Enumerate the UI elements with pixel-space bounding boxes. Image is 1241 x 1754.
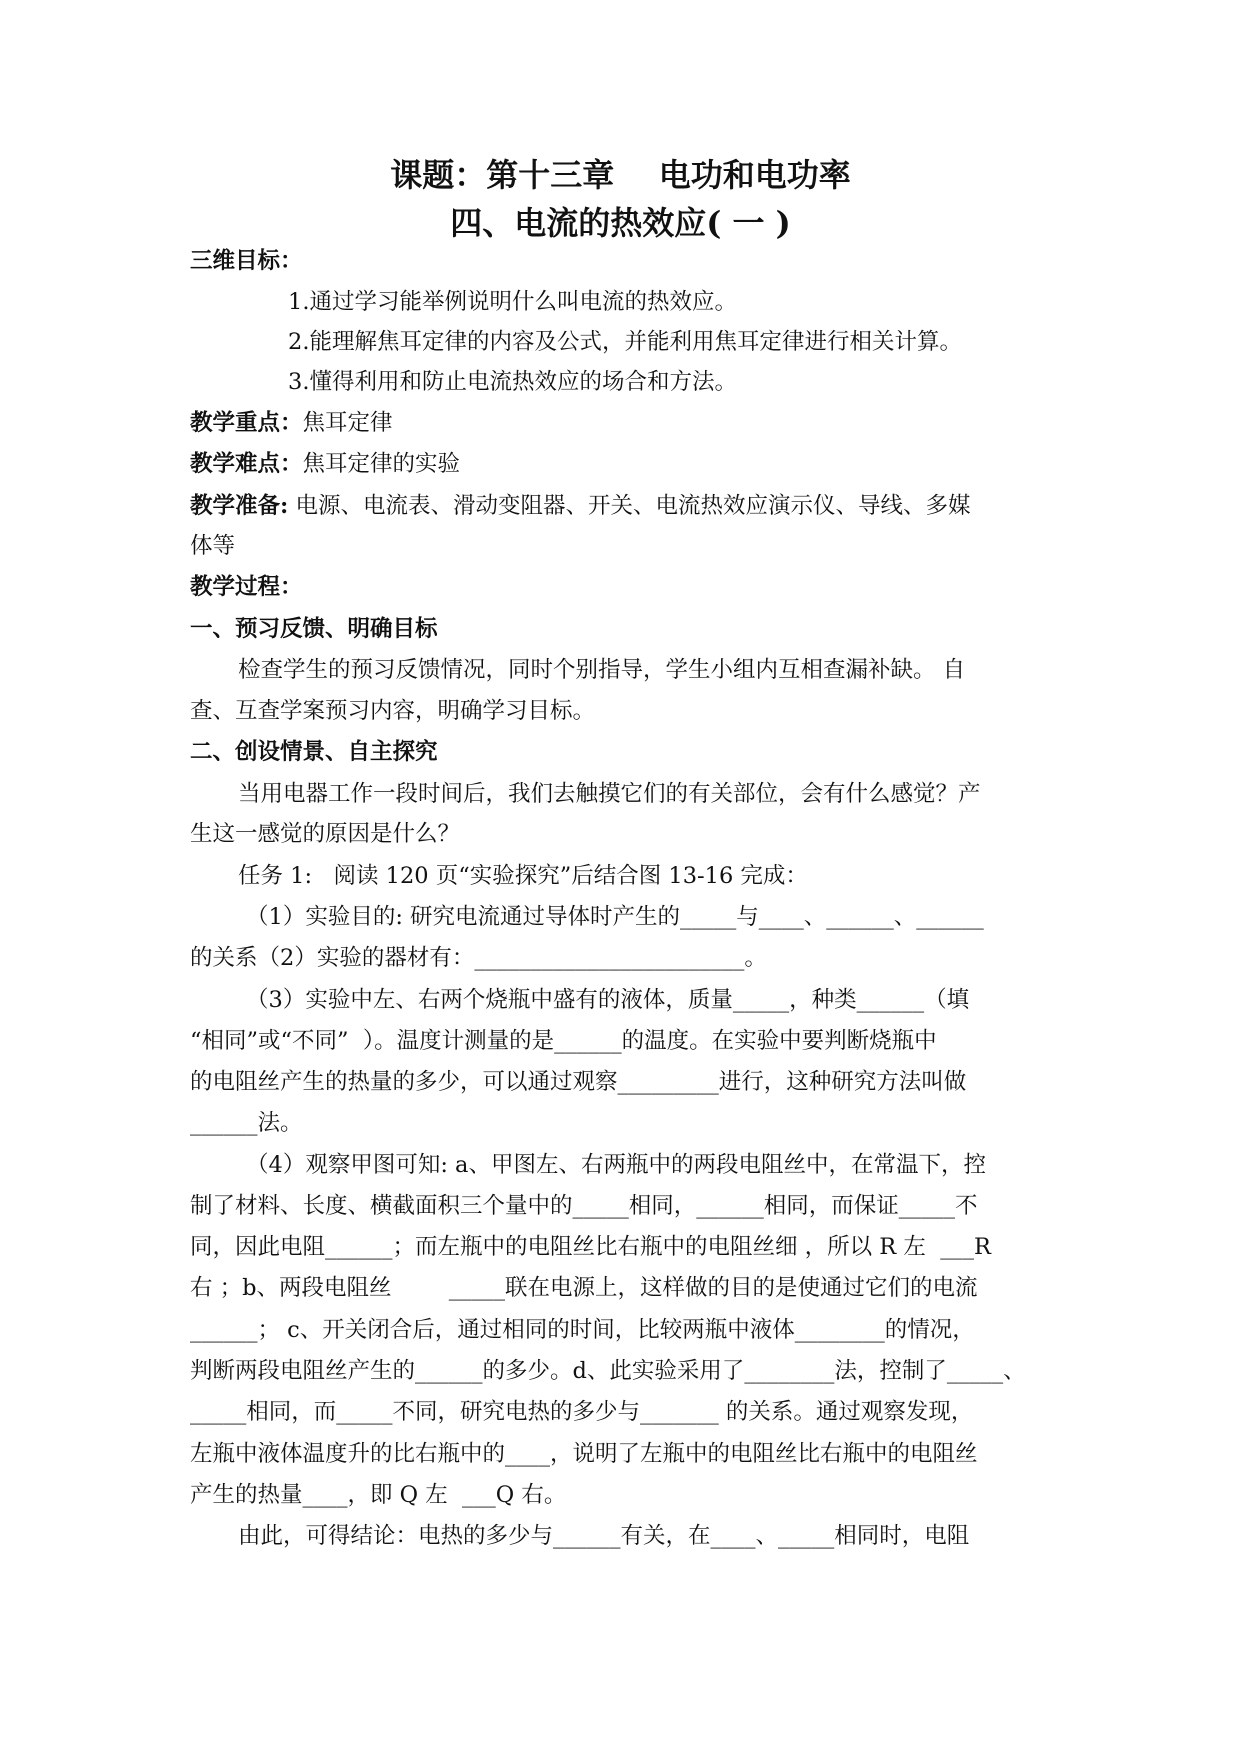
preparation-continued: 体等 bbox=[190, 533, 236, 559]
q4-line-1: （4）观察甲图可知: a、甲图左、右两瓶中的两段电阻丝中，在常温下，控 bbox=[246, 1152, 986, 1178]
q4-line-5: ______； c、开关闭合后，通过相同的时间，比较两瓶中液体________的情况， bbox=[190, 1317, 975, 1343]
q3-line-3: 的电阻丝产生的热量的多少，可以通过观察_________进行，这种研究方法叫做 bbox=[190, 1069, 967, 1095]
objectives-heading: 三维目标： bbox=[190, 248, 303, 274]
lesson-title: 课题：第十三章 电功和电功率 bbox=[390, 156, 851, 194]
conclusion-line: 由此，可得结论：电热的多少与______有关，在____、_____相同时，电阻 bbox=[238, 1523, 970, 1549]
section1-line-2: 查、互查学案预习内容，明确学习目标。 bbox=[190, 698, 596, 724]
section2-intro-1: 当用电器工作一段时间后，我们去触摸它们的有关部位，会有什么感觉？产 bbox=[238, 781, 981, 807]
q3-line-4: ______法。 bbox=[190, 1110, 303, 1136]
preparation-label: 教学准备: bbox=[190, 493, 289, 519]
objective-item-1: 1.通过学习能举例说明什么叫电流的热效应。 bbox=[288, 289, 737, 315]
process-heading: 教学过程： bbox=[190, 574, 303, 600]
section2-heading: 二、创设情景、自主探究 bbox=[190, 739, 438, 765]
key-point-label: 教学重点： bbox=[190, 410, 303, 436]
q4-line-4: 右 ；b、两段电阻丝 _____联在电源上，这样做的目的是使通过它们的电流 bbox=[190, 1275, 978, 1301]
q3-line-1: （3）实验中左、右两个烧瓶中盛有的液体，质量_____，种类______（填 bbox=[246, 987, 970, 1013]
objective-item-3: 3.懂得利用和防止电流热效应的场合和方法。 bbox=[288, 369, 737, 395]
q4-line-8: 左瓶中液体温度升的比右瓶中的____，说明了左瓶中的电阻丝比右瓶中的电阻丝 bbox=[190, 1441, 978, 1467]
objective-item-2: 2.能理解焦耳定律的内容及公式，并能利用焦耳定律进行相关计算。 bbox=[288, 329, 962, 355]
lesson-subtitle: 四、电流的热效应( 一 ) bbox=[450, 204, 791, 242]
difficulty-row bbox=[190, 448, 460, 480]
q4-line-3: 同，因此电阻______；而左瓶中的电阻丝比右瓶中的电阻丝细 ，所以 R 左 ___R bbox=[190, 1234, 991, 1260]
q4-line-9: 产生的热量____，即 Q 左 ___Q 右。 bbox=[190, 1482, 567, 1508]
key-point-text: 焦耳定律 bbox=[302, 410, 393, 436]
section2-intro-2: 生这一感觉的原因是什么？ bbox=[190, 821, 461, 847]
q4-line-6: 判断两段电阻丝产生的______的多少。d、此实验采用了________法，控制了_____、 bbox=[190, 1358, 1026, 1384]
preparation-text: 电源、电流表、滑动变阻器、开关、电流热效应演示仪、导线、多媒 bbox=[288, 493, 971, 519]
q1-line-2: 的关系（2）实验的器材有：________________________。 bbox=[190, 945, 767, 971]
difficulty-text: 焦耳定律的实验 bbox=[302, 451, 461, 477]
key-point-row bbox=[190, 407, 393, 439]
section1-heading: 一、预习反馈、明确目标 bbox=[190, 616, 438, 642]
q4-line-7: _____相同，而_____不同，研究电热的多少与_______ 的关系。通过观察发现， bbox=[190, 1399, 974, 1425]
difficulty-label: 教学难点： bbox=[190, 451, 303, 477]
task1-line: 任务 1: 阅读 120 页“实验探究”后结合图 13-16 完成： bbox=[238, 863, 808, 889]
q1-line-1: （1）实验目的: 研究电流通过导体时产生的_____与____、______、______ bbox=[246, 904, 984, 930]
section1-line-1: 检查学生的预习反馈情况，同时个别指导，学生小组内互相查漏补缺。 自 bbox=[238, 657, 966, 683]
q3-line-2: “相同”或“不同” ）。温度计测量的是______的温度。在实验中要判断烧瓶中 bbox=[190, 1028, 937, 1054]
q4-line-2: 制了材料、长度、横截面积三个量中的_____相同，______相同，而保证_____不 bbox=[190, 1193, 978, 1219]
preparation-row bbox=[190, 490, 970, 522]
